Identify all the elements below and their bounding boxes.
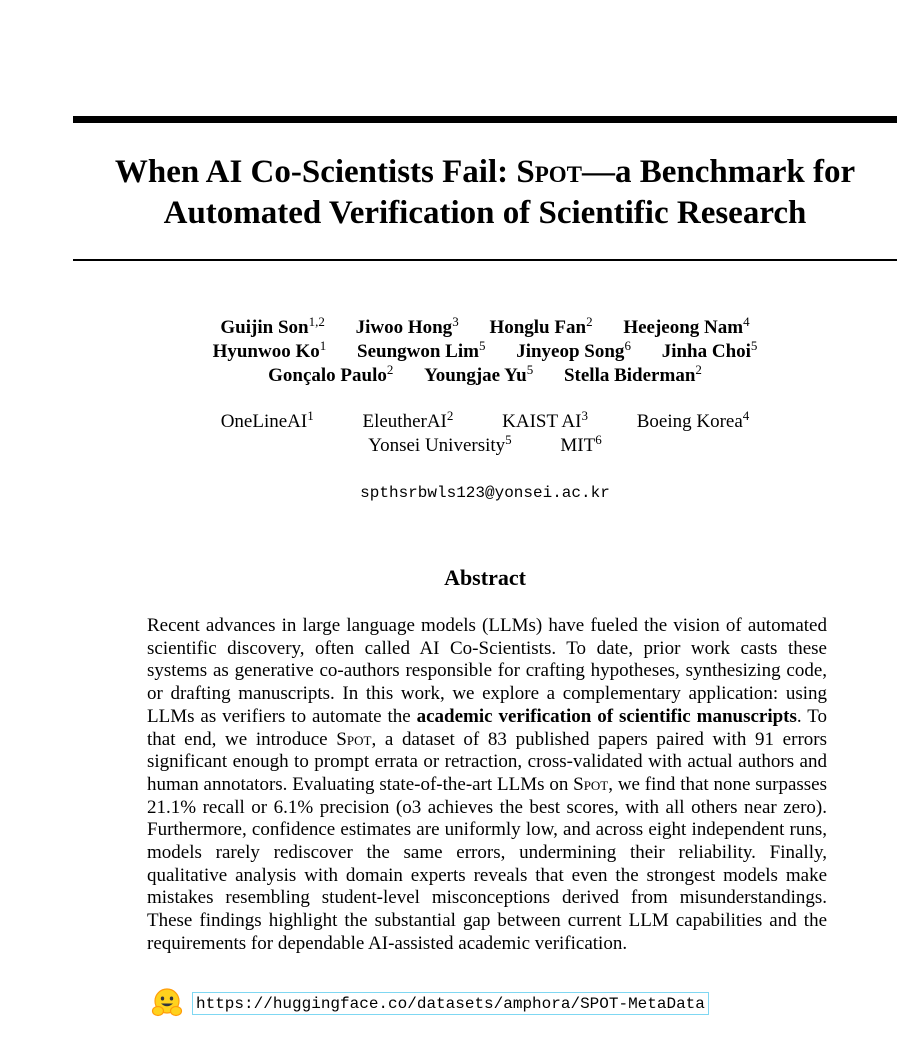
affiliation: KAIST $AI^3$ (502, 408, 588, 432)
title-line1-after: —a Benchmark for (582, 154, 856, 190)
abstract-bold-phrase: academic verification of scientific manuscripts (416, 705, 797, 727)
affiliation: MIT$^6$ (560, 432, 602, 456)
spot-name: Spot (573, 773, 609, 795)
abstract-heading: Abstract (444, 565, 526, 590)
affiliation: EleutherAI$^2$ (362, 408, 454, 432)
paper-title (60, 152, 910, 234)
affiliation: OneLineAI$^1$ (220, 408, 314, 432)
contact-email[interactable]: spthsrbwls123@yonsei.ac.kr (360, 484, 610, 502)
hugging-face-icon (150, 987, 184, 1019)
author: Jinyeop Song$^6$ (516, 338, 631, 362)
affiliation: Yonsei University$^5$ (368, 432, 512, 456)
dataset-url-link[interactable]: https://huggingface.co/datasets/amphora/SPOT-MetaData (192, 992, 709, 1015)
author: Gonçalo Paulo$^2$ (268, 362, 394, 386)
author: Youngjae Yu$^5$ (424, 362, 534, 386)
author: Heejeong Nam$^4$ (623, 314, 750, 338)
abstract-text: Recent advances in large language models (LLMs) have fueled the vision of automated scientific discovery, often called AI Co-Scientists. To date, prior work casts these systems as generative co-authors responsible for crafting hypotheses, synthesizing code, or drafting manuscripts. In this work, we explore a complementary application: using LLMs as verifiers to automate the academic verification of scientific manuscripts. To that end, we introduce Spot, a dataset of 83 published papers paired with 91 errors significant enough to prompt errata or retraction, cross-validated with actual authors and human annotators. Evaluating state-of-the-art LLMs on Spot, we find that none surpasses 21.1% recall or 6.1% precision (o3 achieves the best scores, with all others near zero). Furthermore, confidence estimates are uniformly low, and across eight independent runs, models rarely rediscover the same errors, undermining their reliability. Finally, qualitative analysis with domain experts reveals that even the strongest models make mistakes resembling student-level misconceptions derived from misunderstandings. These findings highlight the substantial gap between current LLM capabilities and the requirements for dependable AI-assisted academic verification. (147, 615, 827, 954)
author: Guijin Son$^{1,2}$ (220, 314, 325, 338)
author-row (60, 340, 910, 364)
affiliation: Boeing Korea$^4$ (636, 408, 750, 432)
author: Honglu Fan$^2$ (489, 314, 593, 338)
affiliation-row (60, 410, 910, 434)
author: Hyunwoo Ko$^1$ (212, 338, 327, 362)
author: Seungwon Lim$^5$ (357, 338, 486, 362)
author-list (60, 316, 910, 388)
author-row (60, 316, 910, 340)
title-line1-before: When AI Co-Scientists Fail: (114, 154, 517, 190)
spot-name: Spot (336, 728, 372, 750)
affiliation-row (60, 434, 910, 458)
dataset-link-row (150, 987, 770, 1017)
title-rule-bottom (73, 259, 897, 261)
title-line2: Automated Verification of Scientific Research (163, 195, 807, 231)
author: Stella Biderman$^2$ (563, 362, 702, 386)
title-rule-top (73, 116, 897, 123)
affiliation-list (60, 410, 910, 458)
author: Jinha Choi$^5$ (661, 338, 758, 362)
author: Jiwoo Hong$^3$ (355, 314, 459, 338)
title-spot: Spot (516, 154, 582, 190)
author-row (60, 364, 910, 388)
